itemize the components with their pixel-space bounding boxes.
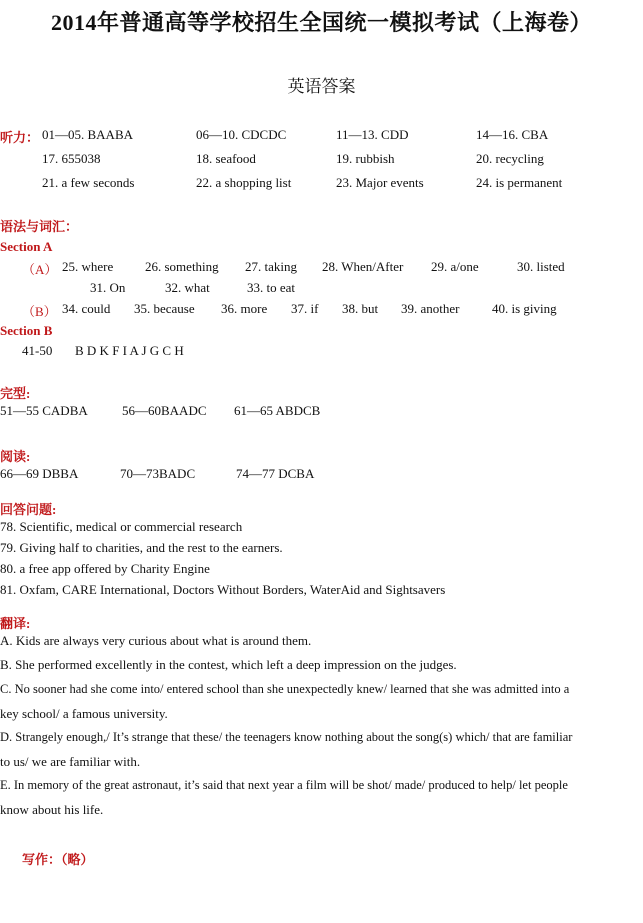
section-a-heading: Section A — [0, 239, 53, 254]
page-subtitle: 英语答案 — [287, 77, 356, 96]
answer-item: 19. rubbish — [336, 151, 395, 166]
answer-item: 40. is giving — [492, 301, 557, 316]
grammar-heading: 语法与词汇： — [0, 219, 79, 234]
section-b-range: 41-50 — [22, 343, 53, 358]
answer-item: 34. could — [62, 301, 111, 316]
answer-line: 81. Oxfam, CARE International, Doctors Without Borders, WaterAid and Sightsavers — [0, 582, 446, 597]
answer-item: 22. a shopping list — [196, 175, 292, 190]
answer-item: 11—13. CDD — [336, 127, 409, 142]
answer-item: 21. a few seconds — [42, 175, 135, 190]
answer-item: 33. to eat — [247, 280, 296, 295]
answer-line: 80. a free app offered by Charity Engine — [0, 561, 210, 576]
translation-line: to us/ we are familiar with. — [0, 754, 141, 769]
page-title: 2014年普通高等学校招生全国统一模拟考试（上海卷） — [50, 10, 592, 35]
answer-item: 24. is permanent — [476, 175, 563, 190]
answer-item: 28. When/After — [322, 259, 404, 274]
answer-item: 35. because — [134, 301, 195, 316]
answer-item: 25. where — [62, 259, 114, 274]
answer-item: 70—73BADC — [120, 466, 196, 481]
section-b-heading: Section B — [0, 323, 53, 338]
answer-item: 66—69 DBBA — [0, 466, 79, 481]
answer-item: 37. if — [291, 301, 319, 316]
answer-item: 14—16. CBA — [476, 127, 549, 142]
answer-item: 38. but — [342, 301, 379, 316]
answer-item: 61—65 ABDCB — [234, 403, 321, 418]
answer-item: 20. recycling — [476, 151, 544, 166]
answer-item: 06—10. CDCDC — [196, 127, 287, 142]
answer-item: 26. something — [145, 259, 219, 274]
answer-line: 78. Scientific, medical or commercial research — [0, 519, 243, 534]
answer-item: 30. listed — [517, 259, 565, 274]
answer-item: 74—77 DCBA — [236, 466, 315, 481]
translation-line: D. Strangely enough,/ It’s strange that these/ the teenagers know nothing about the song(s) which/ that are familiar — [0, 730, 573, 744]
questions-heading: 回答问题: — [0, 502, 57, 517]
part-b-label: （B） — [22, 304, 57, 319]
translation-line: key school/ a famous university. — [0, 706, 168, 721]
answer-item: 23. Major events — [336, 175, 424, 190]
part-a-label: （A） — [22, 262, 58, 277]
answer-item: 27. taking — [245, 259, 297, 274]
translation-heading: 翻译: — [0, 616, 31, 631]
translation-line: know about his life. — [0, 802, 104, 817]
answer-item: 36. more — [221, 301, 268, 316]
translation-line: A. Kids are always very curious about what is around them. — [0, 633, 312, 648]
answer-item: 56—60BAADC — [122, 403, 207, 418]
writing-heading: 写作：（略） — [22, 852, 94, 867]
cloze-heading: 完型: — [0, 386, 31, 401]
answer-item: 18. seafood — [196, 151, 256, 166]
answer-item: 39. another — [401, 301, 460, 316]
answer-item: 01—05. BAABA — [42, 127, 134, 142]
answer-item: 29. a/one — [431, 259, 479, 274]
reading-heading: 阅读: — [0, 449, 31, 464]
answer-item: 17. 655038 — [42, 151, 101, 166]
answer-item: 51—55 CADBA — [0, 403, 88, 418]
translation-line: C. No sooner had she come into/ entered school than she unexpectedly knew/ learned that she was admitted into a — [0, 682, 570, 696]
answer-line: 79. Giving half to charities, and the rest to the earners. — [0, 540, 283, 555]
translation-line: B. She performed excellently in the contest, which left a deep impression on the judges. — [0, 657, 457, 672]
answer-item: 31. On — [90, 280, 126, 295]
translation-line: E. In memory of the great astronaut, it’s said that next year a film will be shot/ made/ produced to help/ let people — [0, 778, 568, 792]
answer-item: 32. what — [165, 280, 210, 295]
section-b-answers: B D K F I A J G C H — [75, 343, 184, 358]
listening-heading: 听力： — [0, 130, 40, 145]
